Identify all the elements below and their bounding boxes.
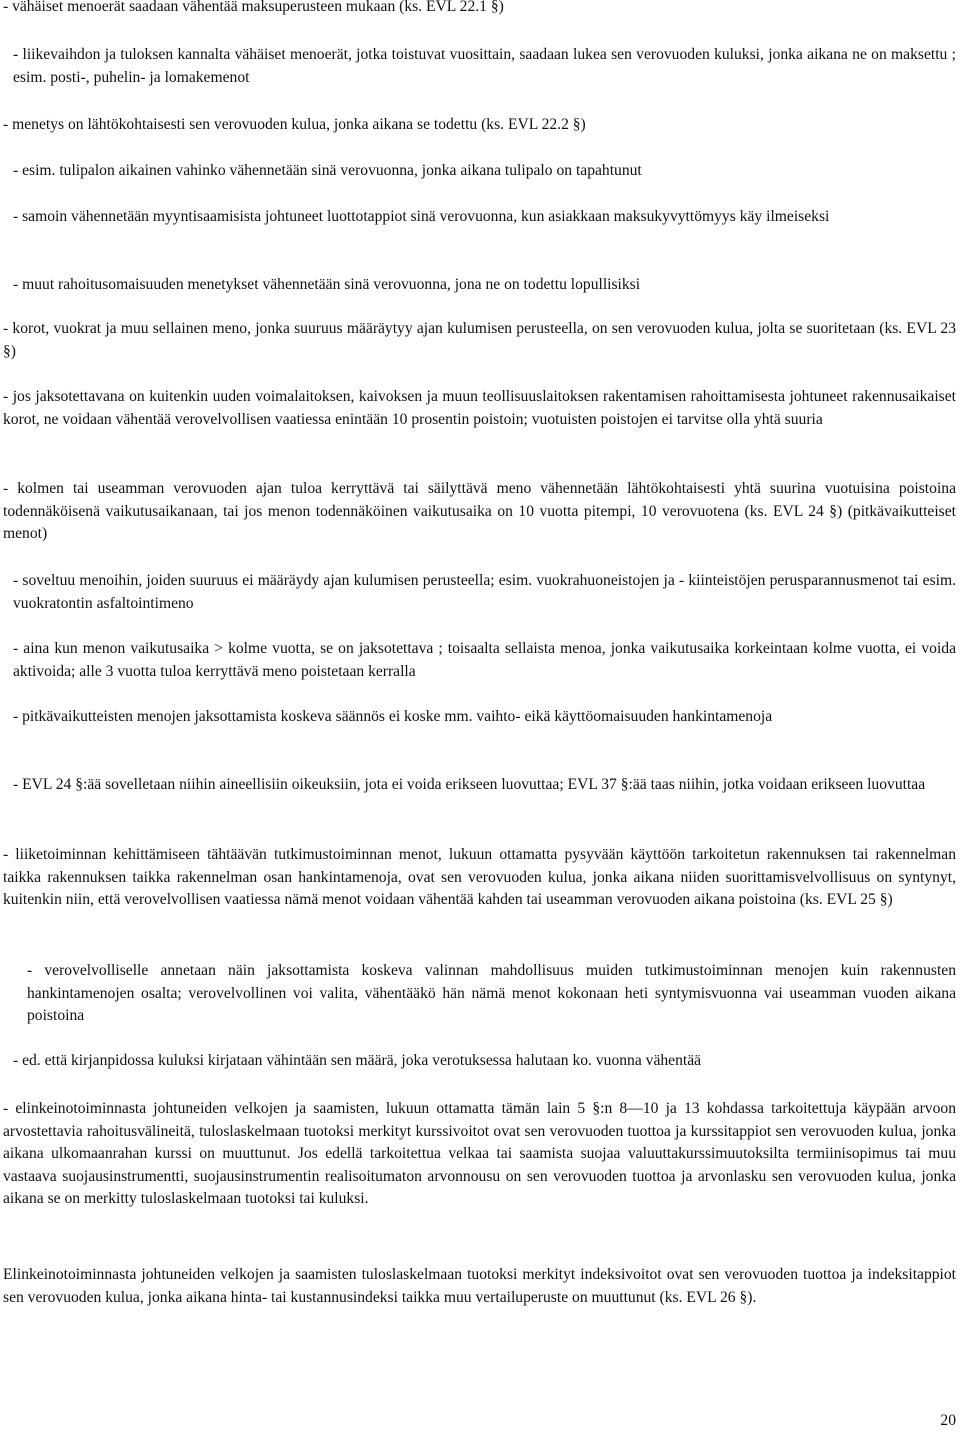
paragraph: - pitkävaikutteisten menojen jaksottamista koskeva säännös ei koske mm. vaihto- eikä käyttöomaisuuden hankintamenoja: [13, 708, 773, 725]
paragraph: - elinkeinotoiminnasta johtuneiden velkojen ja saamisten, lukuun ottamatta tämän lain 5 §:n 8—10 ja 13 kohdassa tarkoitettuja käypään arvoon arvostettavia rahoitusvälineitä, tuloslaskelmaan tuotoksi merkityt kurssivoitot ovat sen verovuoden tuottoa ja kurssitappiot sen verovuoden kulua, jonka aikana ulkomaanrahan kurssi on muuttunut. Jos edellä tarkoitettua velkaa tai saamista suojaa valuuttakurssimuutoksilta termiinisopimus tai muu vastaava suojausinstrumentti, suojausinstrumentin realisoitumaton arvonnousu on sen verovuoden tuottoa ja arvonlasku sen verovuoden kulua, jonka aikana se on merkitty tuloslaskelmaan tuotoksi tai kuluksi.: [3, 1100, 956, 1207]
paragraph: - liikevaihdon ja tuloksen kannalta vähäiset menoerät, jotka toistuvat vuosittain, saadaan lukea sen verovuoden kuluksi, jonka aikana ne on maksettu ; esim. posti-, puhelin- ja lomakemenot: [13, 46, 956, 86]
paragraph: - EVL 24 §:ää sovelletaan niihin aineellisiin oikeuksiin, jota ei voida erikseen luovuttaa; EVL 37 §:ää taas niihin, jotka voidaan erikseen luovuttaa: [13, 776, 926, 793]
paragraph: - samoin vähennetään myyntisaamisista johtuneet luottotappiot sinä verovuonna, kun asiakkaan maksukyvyttömyys käy ilmeiseksi: [13, 208, 830, 225]
page-number: 20: [940, 1412, 956, 1429]
paragraph: - liiketoiminnan kehittämiseen tähtäävän tutkimustoiminnan menot, lukuun ottamatta pysyvään käyttöön tarkoitetun rakennuksen tai rakennelman taikka rakennuksen taikka rakennelman osan hankintamenoja, ovat sen verovuoden kulua, jonka aikana niiden suorittamisvelvollisuus on syntynyt, kuitenkin niin, että verovelvollisen vaatiessa nämä menot voidaan vähentää kahden tai useamman verovuoden aikana poistoina (ks. EVL 25 §): [3, 846, 956, 908]
paragraph: - jos jaksotettavana on kuitenkin uuden voimalaitoksen, kaivoksen ja muun teollisuuslaitoksen rakentamisen rahoittamisesta johtuneet rakennusaikaiset korot, ne voidaan vähentää verovelvollisen vaatiessa enintään 10 prosentin poistoin; vuotuisten poistojen ei tarvitse olla yhtä suuria: [3, 388, 956, 428]
paragraph: - kolmen tai useamman verovuoden ajan tuloa kerryttävä tai säilyttävä meno vähennetään lähtökohtaisesti yhtä suurina vuotuisina poistoina todennäköisenä vaikutusaikanaan, tai jos menon todennäköinen vaikutusaika on 10 vuotta pitempi, 10 verovuotena (ks. EVL 24 §) (pitkävaikutteiset menot): [3, 480, 956, 542]
paragraph: - soveltuu menoihin, joiden suuruus ei määräydy ajan kulumisen perusteella; esim. vuokrahuoneistojen ja - kiinteistöjen perusparannusmenot tai esim. vuokratontin asfaltointimeno: [13, 572, 956, 612]
paragraph: - ed. että kirjanpidossa kuluksi kirjataan vähintään sen määrä, joka verotuksessa halutaan ko. vuonna vähentää: [13, 1052, 702, 1069]
paragraph: - vähäiset menoerät saadaan vähentää maksuperusteen mukaan (ks. EVL 22.1 §): [3, 0, 504, 15]
paragraph: - menetys on lähtökohtaisesti sen verovuoden kulua, jonka aikana se todettu (ks. EVL 22.2 §): [3, 116, 586, 133]
paragraph: - muut rahoitusomaisuuden menetykset vähennetään sinä verovuonna, jona ne on todettu lopullisiksi: [13, 276, 641, 293]
paragraph: Elinkeinotoiminnasta johtuneiden velkojen ja saamisten tuloslaskelmaan tuotoksi merkityt indeksivoitot ovat sen verovuoden tuottoa ja indeksitappiot sen verovuoden kulua, jonka aikana hinta- tai kustannusindeksi taikka muu vertailuperuste on muuttunut (ks. EVL 26 §).: [3, 1266, 956, 1306]
paragraph: - aina kun menon vaikutusaika > kolme vuotta, se on jaksotettava ; toisaalta sellaista menoa, jonka vaikutusaika korkeintaan kolme vuotta, ei voida aktivoida; alle 3 vuotta tuloa kerryttävä meno poistetaan kerralla: [13, 640, 956, 680]
paragraph: - esim. tulipalon aikainen vahinko vähennetään sinä verovuonna, jonka aikana tulipalo on tapahtunut: [13, 162, 642, 179]
paragraph: - korot, vuokrat ja muu sellainen meno, jonka suuruus määräytyy ajan kulumisen perusteella, on sen verovuoden kulua, jolta se suoritetaan (ks. EVL 23 §): [3, 320, 956, 360]
paragraph: - verovelvolliselle annetaan näin jaksottamista koskeva valinnan mahdollisuus muiden tutkimustoiminnan menojen kuin rakennusten hankintamenojen osalta; verovelvollinen voi valita, vähentääkö hän nämä menot kokonaan heti syntymisvuonna vai useamman vuoden aikana poistoina: [27, 962, 956, 1024]
